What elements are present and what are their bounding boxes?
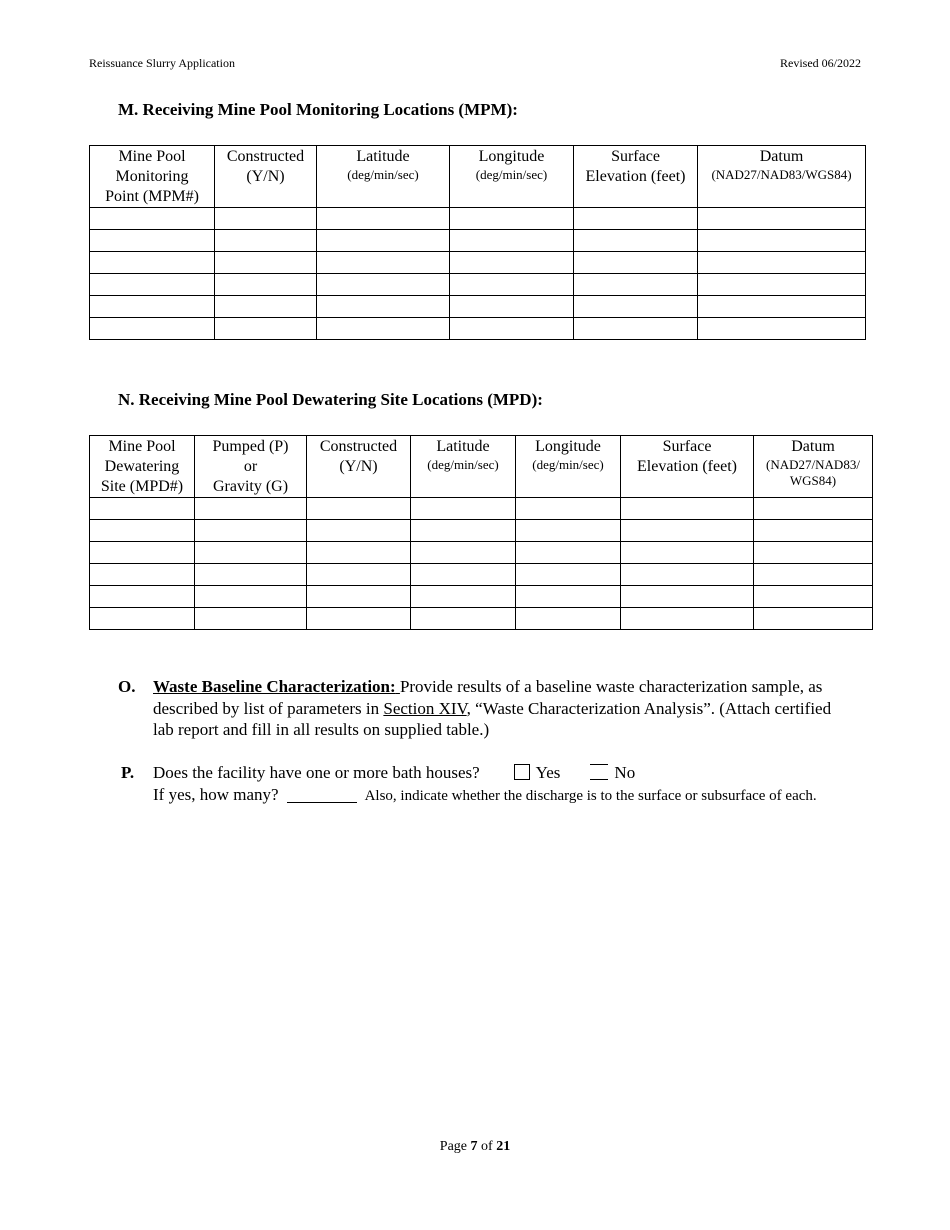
table-cell[interactable] bbox=[450, 296, 574, 318]
table-cell[interactable] bbox=[90, 318, 215, 340]
table-cell[interactable] bbox=[90, 564, 195, 586]
section-xiv-link[interactable]: Section XIV bbox=[383, 698, 467, 718]
table-row bbox=[90, 564, 873, 586]
table-cell[interactable] bbox=[90, 520, 195, 542]
table-cell[interactable] bbox=[754, 520, 873, 542]
table-cell[interactable] bbox=[754, 608, 873, 630]
column-header: Latitude (deg/min/sec) bbox=[411, 436, 516, 498]
table-cell[interactable] bbox=[215, 208, 317, 230]
table-cell[interactable] bbox=[411, 586, 516, 608]
column-header: Longitude (deg/min/sec) bbox=[516, 436, 621, 498]
table-cell[interactable] bbox=[621, 586, 754, 608]
table-cell[interactable] bbox=[450, 208, 574, 230]
mpd-header-row bbox=[90, 436, 873, 498]
table-cell[interactable] bbox=[317, 208, 450, 230]
table-row bbox=[90, 520, 873, 542]
column-header: Datum (NAD27/NAD83/WGS84) bbox=[698, 146, 866, 208]
column-header: Surface Elevation (feet) bbox=[574, 146, 698, 208]
table-cell[interactable] bbox=[574, 274, 698, 296]
table-cell[interactable] bbox=[195, 498, 307, 520]
item-o bbox=[118, 676, 848, 741]
table-cell[interactable] bbox=[317, 274, 450, 296]
mpm-header-row bbox=[90, 146, 866, 208]
mpd-table bbox=[89, 435, 873, 630]
table-cell[interactable] bbox=[411, 498, 516, 520]
table-cell[interactable] bbox=[195, 520, 307, 542]
table-cell[interactable] bbox=[307, 498, 411, 520]
table-cell[interactable] bbox=[195, 586, 307, 608]
table-cell[interactable] bbox=[698, 274, 866, 296]
table-cell[interactable] bbox=[621, 608, 754, 630]
header-left: Reissuance Slurry Application bbox=[89, 56, 235, 70]
table-cell[interactable] bbox=[621, 542, 754, 564]
page-total: 21 bbox=[496, 1139, 511, 1154]
item-o-label: O. bbox=[118, 677, 136, 696]
table-cell[interactable] bbox=[754, 564, 873, 586]
table-cell[interactable] bbox=[215, 296, 317, 318]
table-cell[interactable] bbox=[574, 318, 698, 340]
table-cell[interactable] bbox=[215, 230, 317, 252]
table-cell[interactable] bbox=[450, 230, 574, 252]
table-cell[interactable] bbox=[754, 542, 873, 564]
table-cell[interactable] bbox=[516, 586, 621, 608]
table-cell[interactable] bbox=[317, 252, 450, 274]
section-m-title: M. Receiving Mine Pool Monitoring Locations (MPM): bbox=[118, 100, 518, 119]
discharge-note: Also, indicate whether the discharge is to the surface or subsurface of each. bbox=[364, 787, 817, 804]
column-header: Mine Pool Monitoring Point (MPM#) bbox=[90, 146, 215, 208]
table-cell[interactable] bbox=[698, 230, 866, 252]
how-many-label: If yes, how many? bbox=[153, 784, 279, 804]
table-cell[interactable] bbox=[307, 564, 411, 586]
table-cell[interactable] bbox=[195, 542, 307, 564]
column-header: Datum (NAD27/NAD83/ WGS84) bbox=[754, 436, 873, 498]
column-header: Latitude (deg/min/sec) bbox=[317, 146, 450, 208]
table-cell[interactable] bbox=[621, 520, 754, 542]
table-cell[interactable] bbox=[698, 318, 866, 340]
table-cell[interactable] bbox=[516, 564, 621, 586]
no-checkbox[interactable] bbox=[590, 764, 608, 780]
no-label: No bbox=[614, 763, 636, 782]
table-cell[interactable] bbox=[215, 318, 317, 340]
table-cell[interactable] bbox=[411, 564, 516, 586]
table-cell[interactable] bbox=[574, 252, 698, 274]
table-cell[interactable] bbox=[90, 252, 215, 274]
table-cell[interactable] bbox=[90, 230, 215, 252]
table-cell[interactable] bbox=[698, 252, 866, 274]
table-cell[interactable] bbox=[450, 318, 574, 340]
table-cell[interactable] bbox=[215, 252, 317, 274]
table-cell[interactable] bbox=[215, 274, 317, 296]
table-cell[interactable] bbox=[754, 498, 873, 520]
item-o-text-end: , “Waste Characterization Analysis”. (Attach certified lab report and fill in all results on supplied table.) bbox=[153, 698, 832, 739]
table-row bbox=[90, 252, 866, 274]
table-cell[interactable] bbox=[195, 564, 307, 586]
table-cell[interactable] bbox=[90, 274, 215, 296]
table-cell[interactable] bbox=[411, 542, 516, 564]
section-n-title: N. Receiving Mine Pool Dewatering Site Locations (MPD): bbox=[118, 390, 543, 409]
table-cell[interactable] bbox=[411, 520, 516, 542]
column-header: Constructed (Y/N) bbox=[215, 146, 317, 208]
table-row bbox=[90, 230, 866, 252]
table-cell[interactable] bbox=[90, 608, 195, 630]
how-many-field[interactable] bbox=[287, 786, 357, 803]
table-row bbox=[90, 498, 873, 520]
table-row bbox=[90, 274, 866, 296]
column-header: Longitude (deg/min/sec) bbox=[450, 146, 574, 208]
table-cell[interactable] bbox=[307, 520, 411, 542]
item-o-text: Provide results of a baseline waste characterization sample, as described by list of parameters in bbox=[153, 677, 823, 718]
table-cell[interactable] bbox=[90, 296, 215, 318]
table-row bbox=[90, 208, 866, 230]
item-p bbox=[118, 762, 848, 807]
yes-checkbox[interactable] bbox=[514, 764, 530, 780]
page-number: 7 bbox=[470, 1139, 478, 1154]
page-footer: Page 7 of 21 bbox=[439, 1139, 511, 1154]
table-row bbox=[90, 542, 873, 564]
table-cell[interactable] bbox=[90, 208, 215, 230]
table-cell[interactable] bbox=[754, 586, 873, 608]
table-cell[interactable] bbox=[698, 208, 866, 230]
mpm-body bbox=[90, 208, 866, 340]
item-o-heading: Waste Baseline Characterization: bbox=[153, 677, 396, 696]
table-cell[interactable] bbox=[411, 608, 516, 630]
bath-house-question: Does the facility have one or more bath houses? bbox=[153, 763, 480, 782]
table-cell[interactable] bbox=[621, 564, 754, 586]
table-cell[interactable] bbox=[307, 608, 411, 630]
table-cell[interactable] bbox=[317, 230, 450, 252]
table-row bbox=[90, 586, 873, 608]
yes-label: Yes bbox=[535, 763, 561, 782]
mpd-body bbox=[90, 498, 873, 630]
table-cell[interactable] bbox=[307, 542, 411, 564]
item-p-label: P. bbox=[121, 763, 135, 782]
table-cell[interactable] bbox=[574, 296, 698, 318]
header-right: Revised 06/2022 bbox=[780, 56, 861, 70]
column-header: Constructed (Y/N) bbox=[307, 436, 411, 498]
column-header: Mine Pool Dewatering Site (MPD#) bbox=[90, 436, 195, 498]
table-cell[interactable] bbox=[450, 274, 574, 296]
table-cell[interactable] bbox=[516, 542, 621, 564]
table-cell[interactable] bbox=[621, 498, 754, 520]
table-cell[interactable] bbox=[574, 230, 698, 252]
table-cell[interactable] bbox=[516, 520, 621, 542]
table-cell[interactable] bbox=[317, 296, 450, 318]
table-row bbox=[90, 296, 866, 318]
table-cell[interactable] bbox=[516, 498, 621, 520]
table-row bbox=[90, 318, 866, 340]
table-cell[interactable] bbox=[317, 318, 450, 340]
table-cell[interactable] bbox=[450, 252, 574, 274]
table-cell[interactable] bbox=[195, 608, 307, 630]
table-cell[interactable] bbox=[90, 586, 195, 608]
table-cell[interactable] bbox=[90, 542, 195, 564]
mpm-table bbox=[89, 145, 866, 340]
column-header: Surface Elevation (feet) bbox=[621, 436, 754, 498]
table-cell[interactable] bbox=[574, 208, 698, 230]
table-cell[interactable] bbox=[516, 608, 621, 630]
table-cell[interactable] bbox=[307, 586, 411, 608]
table-cell[interactable] bbox=[698, 296, 866, 318]
table-row bbox=[90, 608, 873, 630]
column-header: Pumped (P) or Gravity (G) bbox=[195, 436, 307, 498]
table-cell[interactable] bbox=[90, 498, 195, 520]
